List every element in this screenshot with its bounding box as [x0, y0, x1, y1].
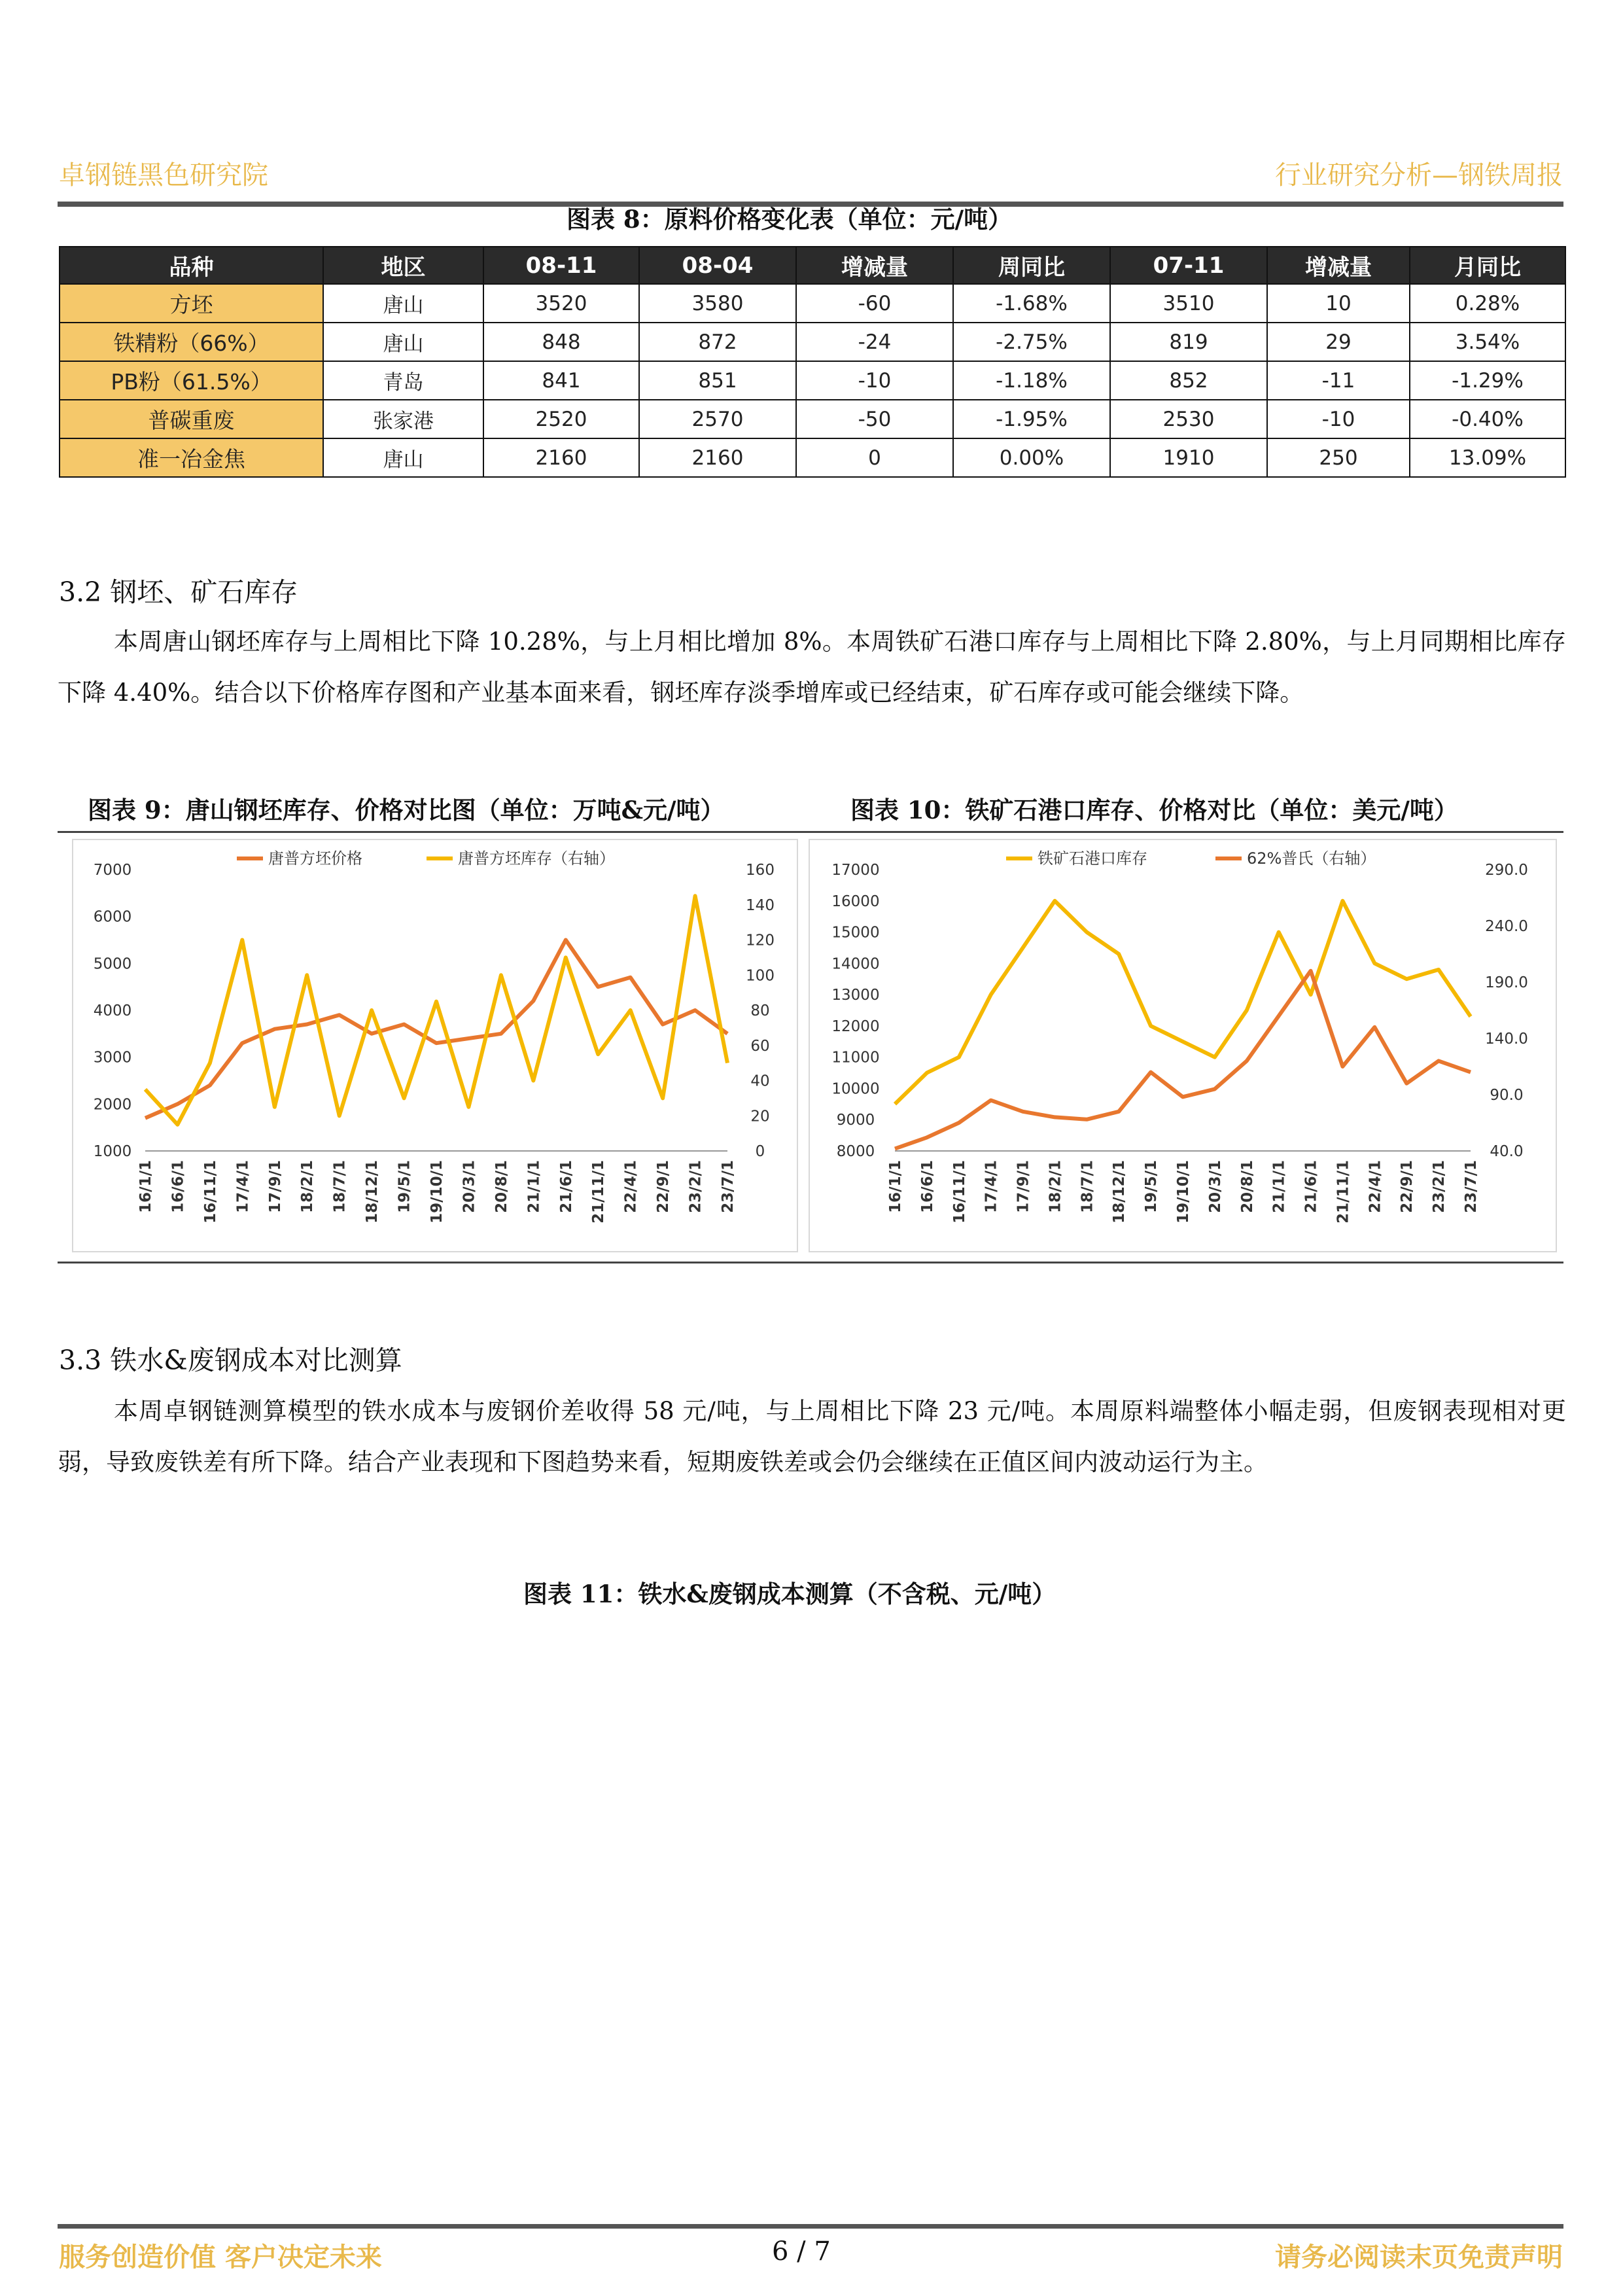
table8-caption: 图表 8：原料价格变化表（单位：元/吨）	[567, 205, 1013, 234]
column-header: 08-11	[483, 247, 639, 284]
x-axis-tick-label: 17/9/1	[1015, 1160, 1032, 1213]
table-cell: 2520	[483, 400, 639, 438]
x-axis-tick-label: 23/2/1	[1431, 1160, 1448, 1213]
table-row	[60, 361, 1565, 400]
table-cell: 2530	[1110, 400, 1267, 438]
table-cell: 3510	[1110, 284, 1267, 323]
footer-slogan: 服务创造价值 客户决定未来	[59, 2242, 382, 2272]
right-axis-tick-label: 40.0	[1490, 1143, 1524, 1160]
table-cell: 唐山	[323, 438, 483, 477]
x-axis-tick-label: 18/7/1	[1079, 1160, 1096, 1213]
chart-iron-ore	[809, 839, 1557, 1252]
left-axis-tick-label: 6000	[93, 908, 132, 926]
section-3-2-paragraph: 本周唐山钢坯库存与上周相比下降 10.28%，与上月相比增加 8%。本周铁矿石港口库存与上周相比下降 2.80%，与上月同期相比库存下降 4.40%。结合以下价格库存图和产业基本面来看，钢坯库存淡季增库或已经结束，矿石库存或可能会继续下降。	[58, 627, 1566, 707]
series-line-0	[145, 940, 727, 1118]
table-row	[60, 438, 1565, 477]
left-axis-tick-label: 9000	[836, 1112, 875, 1129]
x-axis-tick-label: 20/3/1	[1206, 1160, 1224, 1213]
x-axis-tick-label: 21/11/1	[1335, 1160, 1352, 1224]
x-axis-tick-label: 23/7/1	[1463, 1160, 1480, 1213]
chart-tangshan-billet	[72, 839, 798, 1252]
table-cell: 0.28%	[1410, 284, 1565, 323]
table-cell: -10	[1267, 400, 1410, 438]
table-cell: 848	[483, 323, 639, 361]
left-axis-tick-label: 4000	[93, 1002, 132, 1019]
right-axis-tick-label: 140.0	[1485, 1031, 1528, 1048]
x-axis-tick-label: 22/4/1	[622, 1160, 640, 1213]
right-axis-tick-label: 120	[746, 932, 775, 949]
left-axis-tick-label: 15000	[831, 924, 880, 942]
table-cell: 10	[1267, 284, 1410, 323]
right-axis-tick-label: 190.0	[1485, 974, 1528, 991]
variety-cell: 准一冶金焦	[60, 438, 323, 477]
table-cell: 2570	[639, 400, 796, 438]
header-left-title: 卓钢链黑色研究院	[59, 160, 268, 190]
column-header: 增减量	[796, 247, 953, 284]
series-line-0	[895, 901, 1471, 1104]
left-axis-tick-label: 16000	[831, 892, 880, 910]
left-axis-tick-label: 1000	[93, 1143, 132, 1160]
left-axis-tick-label: 2000	[93, 1096, 132, 1114]
x-axis-tick-label: 16/6/1	[918, 1160, 936, 1213]
chart-tangshan-billet-svg	[73, 840, 797, 1251]
table-cell: 852	[1110, 361, 1267, 400]
series-line-1	[145, 896, 727, 1124]
table-cell: -0.40%	[1410, 400, 1565, 438]
column-header: 07-11	[1110, 247, 1267, 284]
column-header: 月同比	[1410, 247, 1565, 284]
x-axis-tick-label: 23/2/1	[687, 1160, 705, 1213]
header-right-title: 行业研究分析—钢铁周报	[1275, 160, 1563, 190]
chart-top-rule	[58, 831, 1563, 833]
table-cell: 841	[483, 361, 639, 400]
right-axis-tick-label: 80	[750, 1002, 770, 1019]
fig11-caption: 图表 11：铁水&废钢成本测算（不含税、元/吨）	[523, 1580, 1056, 1608]
fig9-caption: 图表 9：唐山钢坯库存、价格对比图（单位：万吨&元/吨）	[88, 796, 725, 824]
x-axis-tick-label: 18/12/1	[1111, 1160, 1128, 1224]
table-cell: 3.54%	[1410, 323, 1565, 361]
table-cell: 2160	[483, 438, 639, 477]
table-cell: 1910	[1110, 438, 1267, 477]
x-axis-tick-label: 18/12/1	[364, 1160, 381, 1224]
section-3-3-paragraph: 本周卓钢链测算模型的铁水成本与废钢价差收得 58 元/吨，与上周相比下降 23 元/吨。本周原料端整体小幅走弱，但废钢表现相对更弱，导致废铁差有所下降。结合产业表现和下图趋势来看，短期废铁差或会仍会继续在正值区间内波动运行为主。	[58, 1397, 1566, 1476]
table-cell: -1.18%	[953, 361, 1110, 400]
left-axis-tick-label: 13000	[831, 987, 880, 1004]
page-number: 6 / 7	[772, 2236, 831, 2267]
table-cell: -1.95%	[953, 400, 1110, 438]
x-axis-tick-label: 19/5/1	[396, 1160, 413, 1213]
series-line-1	[895, 971, 1471, 1149]
chart-iron-ore-svg	[810, 840, 1556, 1251]
left-axis-tick-label: 17000	[831, 862, 880, 879]
x-axis-tick-label: 20/8/1	[1238, 1160, 1256, 1213]
table-cell: 青岛	[323, 361, 483, 400]
fig10-caption: 图表 10：铁矿石港口库存、价格对比（单位：美元/吨）	[850, 796, 1458, 824]
right-axis-tick-label: 140	[746, 896, 775, 914]
footer-rule	[58, 2224, 1563, 2229]
table-body	[60, 284, 1565, 477]
x-axis-tick-label: 21/6/1	[1302, 1160, 1320, 1213]
table-cell: 0	[796, 438, 953, 477]
left-axis-tick-label: 11000	[831, 1049, 880, 1067]
table-cell: -2.75%	[953, 323, 1110, 361]
x-axis-tick-label: 19/5/1	[1143, 1160, 1161, 1213]
x-axis-tick-label: 16/11/1	[201, 1160, 219, 1224]
x-axis-tick-label: 18/2/1	[1047, 1160, 1064, 1213]
table-cell: 851	[639, 361, 796, 400]
right-axis-tick-label: 40	[750, 1072, 770, 1090]
price-change-table	[59, 246, 1566, 478]
right-axis-tick-label: 240.0	[1485, 918, 1528, 935]
x-axis-tick-label: 17/9/1	[266, 1160, 284, 1213]
x-axis-tick-label: 23/7/1	[720, 1160, 737, 1213]
left-axis-tick-label: 14000	[831, 955, 880, 973]
x-axis-tick-label: 22/9/1	[655, 1160, 672, 1213]
table-cell: 张家港	[323, 400, 483, 438]
x-axis-tick-label: 18/2/1	[299, 1160, 317, 1213]
table-cell: 唐山	[323, 284, 483, 323]
table-cell: -11	[1267, 361, 1410, 400]
section-3-3-title: 3.3 铁水&废钢成本对比测算	[59, 1345, 402, 1376]
variety-cell: PB粉（61.5%）	[60, 361, 323, 400]
left-axis-tick-label: 7000	[93, 862, 132, 879]
legend-label: 唐普方坯价格	[268, 849, 362, 868]
column-header: 增减量	[1267, 247, 1410, 284]
x-axis-tick-label: 19/10/1	[1175, 1160, 1192, 1224]
column-header: 08-04	[639, 247, 796, 284]
left-axis-tick-label: 5000	[93, 955, 132, 973]
table-cell: 2160	[639, 438, 796, 477]
table-cell: -1.29%	[1410, 361, 1565, 400]
x-axis-tick-label: 20/8/1	[493, 1160, 510, 1213]
table-cell: 819	[1110, 323, 1267, 361]
x-axis-tick-label: 20/3/1	[461, 1160, 478, 1213]
table-row	[60, 400, 1565, 438]
table-cell: 250	[1267, 438, 1410, 477]
left-axis-tick-label: 8000	[836, 1143, 875, 1160]
x-axis-tick-label: 17/4/1	[983, 1160, 1000, 1213]
x-axis-tick-label: 21/1/1	[1270, 1160, 1288, 1213]
table-cell: -50	[796, 400, 953, 438]
table-cell: -1.68%	[953, 284, 1110, 323]
legend-label: 62%普氏（右轴）	[1247, 849, 1376, 868]
column-header: 周同比	[953, 247, 1110, 284]
right-axis-tick-label: 290.0	[1485, 862, 1528, 879]
table-row	[60, 284, 1565, 323]
x-axis-tick-label: 18/7/1	[331, 1160, 349, 1213]
table-cell: 0.00%	[953, 438, 1110, 477]
x-axis-tick-label: 17/4/1	[234, 1160, 252, 1213]
table-cell: -10	[796, 361, 953, 400]
x-axis-tick-label: 19/10/1	[428, 1160, 445, 1224]
x-axis-tick-label: 16/11/1	[951, 1160, 968, 1224]
variety-cell: 普碳重废	[60, 400, 323, 438]
table-cell: 13.09%	[1410, 438, 1565, 477]
table-cell: 3580	[639, 284, 796, 323]
left-axis-tick-label: 10000	[831, 1080, 880, 1098]
right-axis-tick-label: 20	[750, 1108, 770, 1125]
variety-cell: 方坯	[60, 284, 323, 323]
variety-cell: 铁精粉（66%）	[60, 323, 323, 361]
table-cell: 872	[639, 323, 796, 361]
column-header: 品种	[60, 247, 323, 284]
x-axis-tick-label: 21/6/1	[557, 1160, 575, 1213]
table-cell: 唐山	[323, 323, 483, 361]
footer-disclaimer: 请务必阅读末页免责声明	[1275, 2242, 1563, 2272]
x-axis-tick-label: 16/6/1	[169, 1160, 187, 1213]
table-cell: -60	[796, 284, 953, 323]
x-axis-tick-label: 16/1/1	[887, 1160, 904, 1213]
x-axis-tick-label: 22/9/1	[1399, 1160, 1416, 1213]
column-header: 地区	[323, 247, 483, 284]
table-row	[60, 323, 1565, 361]
left-axis-tick-label: 3000	[93, 1049, 132, 1067]
left-axis-tick-label: 12000	[831, 1017, 880, 1035]
table-cell: -24	[796, 323, 953, 361]
section-3-2-title: 3.2 钢坯、矿石库存	[59, 576, 298, 608]
right-axis-tick-label: 160	[746, 862, 775, 879]
legend-label: 铁矿石港口库存	[1038, 849, 1147, 868]
right-axis-tick-label: 90.0	[1490, 1087, 1524, 1104]
right-axis-tick-label: 0	[755, 1143, 765, 1160]
x-axis-tick-label: 22/4/1	[1367, 1160, 1384, 1213]
table-cell: 29	[1267, 323, 1410, 361]
legend-label: 唐普方坯库存（右轴）	[458, 849, 615, 868]
x-axis-tick-label: 16/1/1	[137, 1160, 154, 1213]
x-axis-tick-label: 21/1/1	[525, 1160, 543, 1213]
x-axis-tick-label: 21/11/1	[590, 1160, 608, 1224]
table-cell: 3520	[483, 284, 639, 323]
chart-bottom-rule	[58, 1262, 1563, 1263]
right-axis-tick-label: 100	[746, 967, 775, 985]
table-header-row	[60, 247, 1565, 284]
right-axis-tick-label: 60	[750, 1037, 770, 1055]
